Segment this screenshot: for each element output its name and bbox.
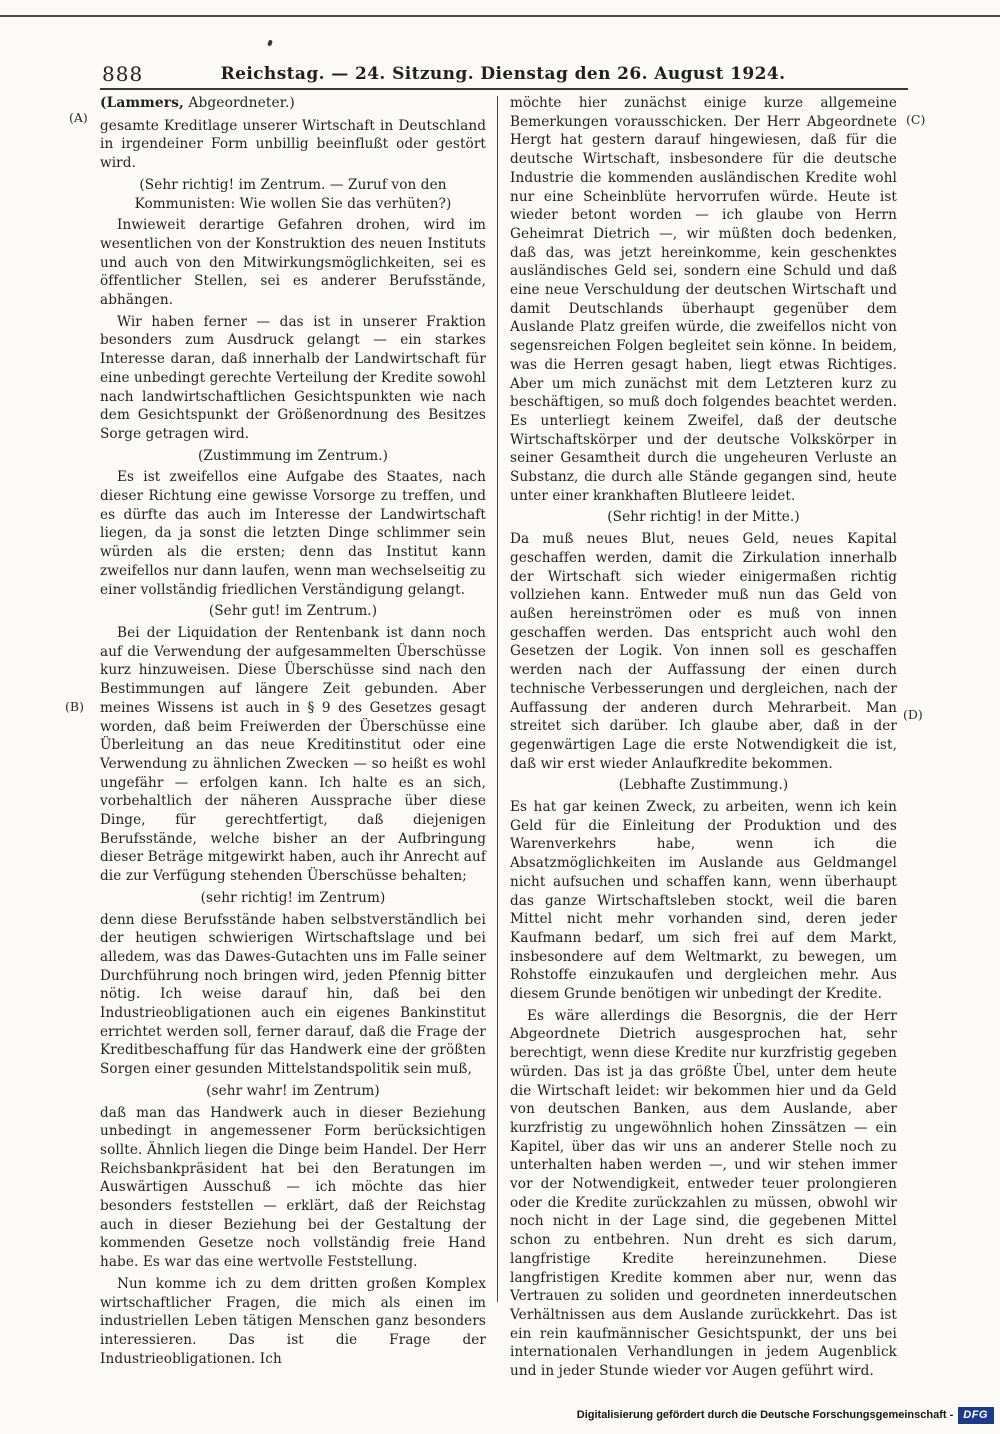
left-column <box>100 94 497 1367</box>
column-marker-d: (D) <box>903 707 923 722</box>
digitization-credit-text: Digitalisierung gefördert durch die Deutsche Forschungsgemeinschaft - <box>576 1409 954 1421</box>
paragraph: Inwieweit derartige Gefahren drohen, wird im wesentlichen von der Konstruktion des neuen Instituts und auch von den Mitwirkungsmöglichkeiten, sei es öffentlicher Stellen, sei es anderer Berufsstände, abhängen. <box>100 217 486 309</box>
paragraph: Nun komme ich zu dem dritten großen Komplex wirtschaftlicher Fragen, die mich als einen im industriellen Leben tätigen Menschen ganz besonders interessieren. Das ist die Frage der Industrieobligationen. Ich <box>100 1275 486 1367</box>
paragraph: denn diese Berufsstände haben selbstverständlich bei der heutigen schwierigen Wirtschaftslage und bei alledem, was das Dawes-Gutachten uns im Falle seiner Durchführung noch bringen wird, jeden Pfennig bitter nötig. Ich weise darauf hin, daß bei den Industrieobligationen auch ein eigenes Bankinstitut errichtet werden soll, ferner darauf, daß die Frage der Kreditbeschaffung für das Handwerk eine der größten Sorgen einer gesunden Mittelstandspolitik sein muß, <box>100 911 486 1078</box>
column-marker-b: (B) <box>65 699 84 714</box>
paragraph: Es ist zweifellos eine Aufgabe des Staates, nach dieser Richtung eine gewisse Vorsorge zu treffen, und es dürfte das auch im Interesse der Landwirtschaft liegen, da ja sonst die letzten Dinge schlimmer sein würden als die ersten; denn das Institut kann zweifellos nur dann laufen, wenn man wechselseitig zu einer vollständig friedlichen Verständigung gelangt. <box>100 469 486 598</box>
column-marker-c: (C) <box>906 112 926 127</box>
speaker-name: (Lammers, <box>100 95 184 111</box>
digitization-footer <box>577 1404 994 1426</box>
scan-speck-artifact <box>267 39 273 46</box>
scan-top-edge-line <box>0 15 1000 17</box>
interjection: (sehr wahr! im Zentrum) <box>206 1082 380 1099</box>
two-column-body <box>100 94 908 1380</box>
interjection: (Sehr richtig! in der Mitte.) <box>607 509 800 526</box>
header-title: Reichstag. — 24. Sitzung. Dienstag den 26. August 1924. <box>220 64 786 84</box>
page-number: 888 <box>102 62 144 86</box>
speaker-line <box>100 94 486 113</box>
header-rule <box>100 88 908 90</box>
paragraph: Es hat gar keinen Zweck, zu arbeiten, wenn ich kein Geld für die Einleitung der Produktion und des Warenverkehrs habe, wenn ich die Absatzmöglichkeiten im Auslande aus Geldmangel nicht aufsuchen und schaffen kann, wenn überhaupt das ganze Wirtschaftsleben stockt, weil die baren Mittel nicht mehr vorhanden sind, deren jeder Kaufmann bedarf, um sich frei auf dem Markt, insbesondere auf dem Weltmarkt, zu bewegen, um Rohstoffe einzukaufen und dergleichen mehr. Aus diesem Grunde benötigen wir unbedingt der Kredite. <box>510 799 897 1003</box>
interjection: (Sehr richtig! im Zentrum. — Zuruf von den Kommunisten: Wie wollen Sie das verhüten?) <box>134 176 452 212</box>
page-header <box>100 62 906 88</box>
paragraph: Wir haben ferner — das ist in unserer Fraktion besonders zum Ausdruck gelangt — ein starkes Interesse daran, daß innerhalb der Landwirtschaft für eine unbedingt gerechte Verteilung der Kredite sowohl nach landwirtschaftlichen Gesichtspunkten wie nach dem Gesichtspunkt der Größenordnung des Besitzes Sorge getragen wird. <box>100 313 486 442</box>
paragraph: Bei der Liquidation der Rentenbank ist dann noch auf die Verwendung der aufgesammelten Überschüsse kurz hinzuweisen. Diese Überschüsse sind nach den Bestimmungen auf längere Zeit gebunden. Aber meines Wissens ist auch in § 9 des Gesetzes gesagt worden, daß beim Freiwerden der Überschüsse eine Überleitung an das neue Kreditinstitut oder eine Verwendung zu ähnlichen Zwecken — so heißt es wohl ungefähr — erfolgen kann. Ich halte es an sich, vorbehaltlich der näheren Aussprache über diese Dinge, für gerechtfertigt, daß diejenigen Berufsstände, welche bisher an der Aufbringung dieser Beträge mitgewirkt haben, auch ihr Anrecht auf die zur Verfügung stehenden Überschüsse behalten; <box>100 624 486 885</box>
interjection: (Zustimmung im Zentrum.) <box>197 447 389 464</box>
dfg-logo: DFG <box>958 1407 994 1424</box>
paragraph: gesamte Kreditlage unserer Wirtschaft in Deutschland in irgendeiner Form unbillig beeinflußt oder gestört wird. <box>100 117 486 172</box>
paragraph: Es wäre allerdings die Besorgnis, die der Herr Abgeordnete Dietrich ausgesprochen hat, sehr berechtigt, wenn diese Kredite nur kurzfristig gegeben würden. Das ist ja das größte Übel, unter dem heute die Wirtschaft leidet: wir bekommen hier und da Geld von deutschen Banken, aus dem Auslande, aber kurzfristig zu ungewöhnlich hohen Zinssätzen — ein Kapitel, über das wir uns an anderer Stelle noch zu unterhalten haben werden —, und wir stehen immer vor der Notwendigkeit, entweder teuer prolongieren oder die Kredite zurückzahlen zu müssen, obwohl wir noch nicht in der Lage sind, die gegebenen Mittel schon zu entbehren. Nun dreht es sich darum, langfristige Kredite hereinzunehmen. Diese langfristigen Kredite kommen aber nur, wenn das Vertrauen zu soliden und geordneten innerdeutschen Verhältnissen aus dem Auslande zurückkehrt. Das ist ein rein kaufmännischer Gesichtspunkt, der uns bei internationalen Verhandlungen in jedem Augenblick und in jeder Stunde wieder vor Augen geführt wird. <box>510 1007 897 1380</box>
paragraph: Da muß neues Blut, neues Geld, neues Kapital geschaffen werden, damit die Zirkulation innerhalb der Wirtschaft sich wieder einigermaßen richtig vollziehen kann. Entweder muß nun das Geld von außen hereinströmen oder es muß von innen geschaffen werden. Das entspricht auch wohl den Gesetzen der Logik. Von innen soll es geschaffen werden nach der Auffassung der einen durch technische Verbesserungen und dergleichen, nach der Auffassung der anderen durch Mehrarbeit. Man streitet sich darüber. Ich glaube aber, daß in der gegenwärtigen Lage die erste Notwendigkeit die ist, daß wir erst wieder Anlaufkredite bekommen. <box>510 531 897 772</box>
column-marker-a: (A) <box>69 110 88 125</box>
interjection: (Lebhafte Zustimmung.) <box>618 777 789 794</box>
paragraph: möchte hier zunächst einige kurze allgemeine Bemerkungen vorausschicken. Der Herr Abgeordnete Hergt hat gestern darauf hingewiesen, daß für die deutsche Wirtschaft, insbesondere für die deutsche Industrie die kommenden ausländischen Kredite wohl nur eine Scheinblüte hervorrufen würde. Heute ist wieder betont worden — ich glaube von Herrn Geheimrat Dietrich —, wir müßten doch bedenken, daß das, was jetzt hereinkomme, kein geschenktes ausländisches Geld sei, sondern eine Schuld und daß eine neue Verschuldung der deutschen Wirtschaft und damit Deutschlands überhaupt gegenüber dem Auslande Platz greifen würde, die zweifellos nicht von segensreichen Folgen begleitet sein könne. In beidem, was die Herren gesagt haben, liegt etwas Richtiges. Aber um mich zunächst mit dem Letzteren kurz zu beschäftigen, so muß doch folgendes beachtet werden. Es unterliegt keinem Zweifel, daß der deutsche Wirtschaftskörper und der deutsche Volkskörper in seiner Gesamtheit durch die ungeheuren Verluste an Substanz, die durch alle Stände gegangen sind, heute unter einer krankhaften Blutleere leidet. <box>510 95 897 504</box>
paragraph: daß man das Handwerk auch in dieser Beziehung unbedingt in angemessener Form berücksichtigen sollte. Ähnlich liegen die Dinge beim Handel. Der Herr Reichsbankpräsident hat bei den Beratungen im Auswärtigen Ausschuß — ich möchte das hier besonders feststellen — erklärt, daß der Reichstag auch in dieser Beziehung bei der Gestaltung der kommenden Gesetze noch vollständig freie Hand habe. Es war das eine wertvolle Feststellung. <box>100 1104 486 1271</box>
right-column <box>498 94 897 1380</box>
interjection: (Sehr gut! im Zentrum.) <box>208 603 378 620</box>
interjection: (sehr richtig! im Zentrum) <box>200 889 386 906</box>
speaker-role: Abgeordneter.) <box>183 95 295 111</box>
